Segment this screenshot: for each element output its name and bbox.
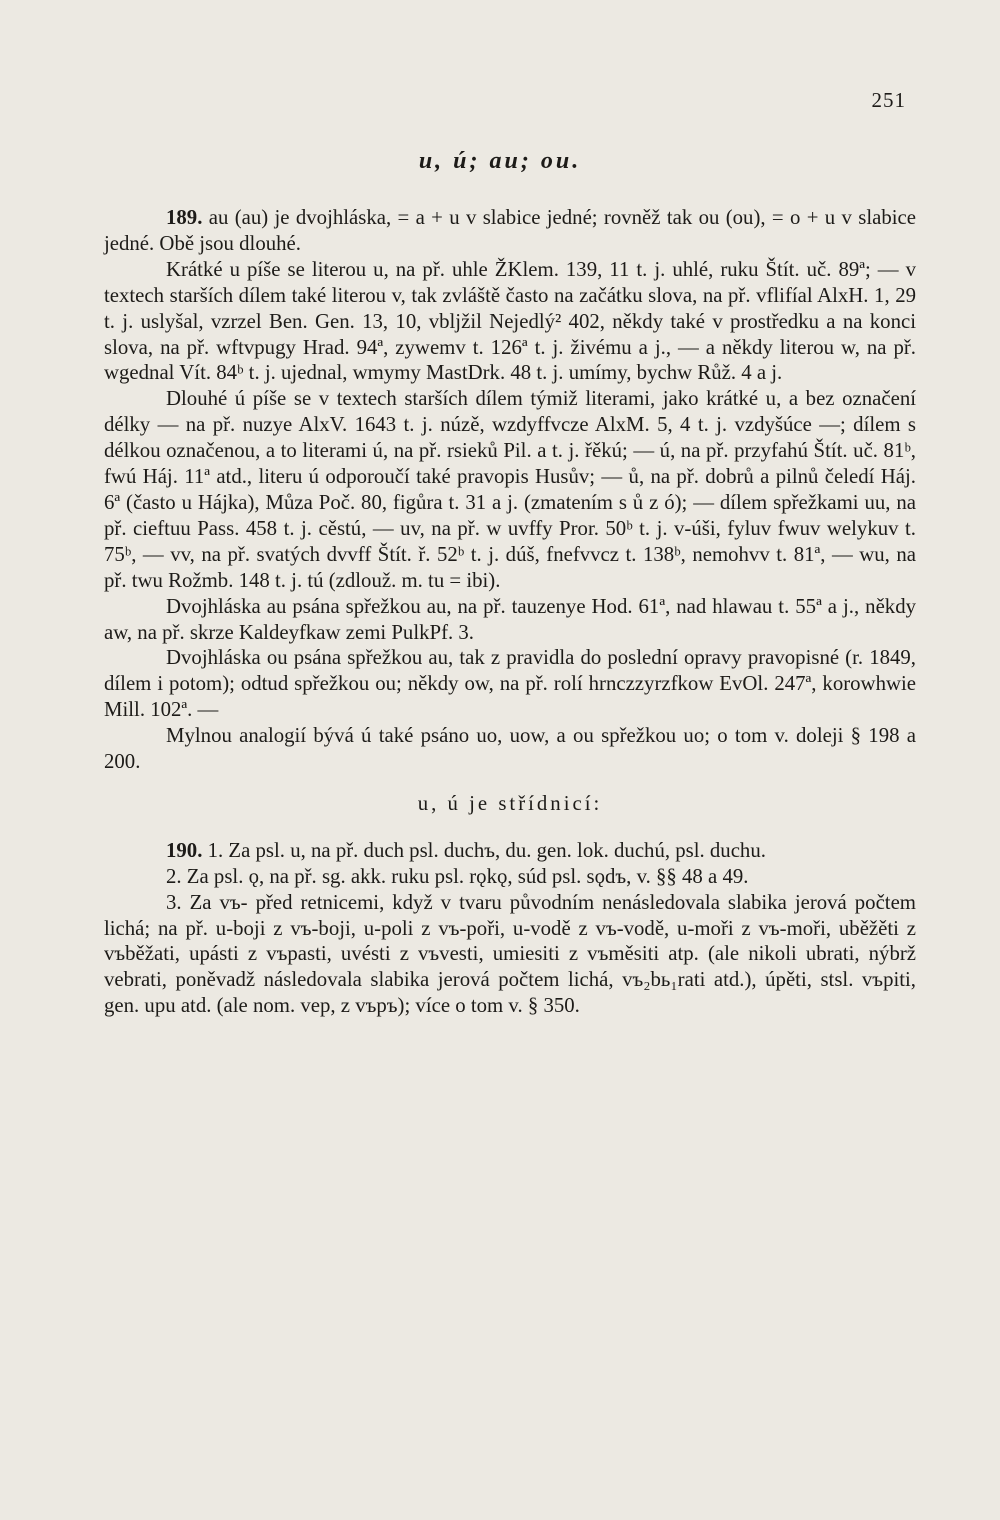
paragraph-190 bbox=[104, 838, 916, 864]
paragraph: Krátké u píše se literou u, na př. uhle ŽKlem. 139, 11 t. j. uhlé, ruku Štít. uč. 89ª; — v textech starších dílem také literou v, tak zvláště často na začátku slova, na př. vflifíal AlxH. 1, 29 t. j. uslyšal, vzrzel Ben. Gen. 13, 10, vbljžil Nejedlý² 402, někdy také v prostředku a na konci slova, na př. wftvpugy Hrad. 94ª, zywemv t. 126ª t. j. živému a j., — a někdy literou w, na př. wgednal Vít. 84ᵇ t. j. ujednal, wmymy MastDrk. 48 t. j. umímy, bychw Růž. 4 a j. bbox=[104, 257, 916, 385]
paragraph-text: 1. Za psl. u, na př. duch psl. duchъ, du. gen. lok. duchú, psl. duchu. bbox=[202, 838, 766, 862]
paragraph-number: 189. bbox=[166, 206, 203, 229]
paragraph: 2. Za psl. ǫ, na př. sg. akk. ruku psl. rǫkǫ, súd psl. sǫdъ, v. §§ 48 a 49. bbox=[166, 864, 749, 888]
paragraph-text: au (au) je dvojhláska, = a + u v slabice jedné; rovněž tak ou (ou), = o + u v slabice jedné. Obě jsou dlouhé. bbox=[104, 206, 916, 255]
page-number: 251 bbox=[871, 88, 906, 112]
paragraph: Mylnou analogií bývá ú také psáno uo, uow, a ou spřežkou uo; o tom v. doleji § 198 a 200. bbox=[104, 724, 916, 774]
paragraph-number: 190. bbox=[166, 838, 203, 862]
paragraph-189 bbox=[104, 205, 916, 257]
subheading: u, ú je střídnicí: bbox=[417, 791, 603, 815]
paragraph: Dvojhláska ou psána spřežkou au, tak z pravidla do poslední opravy pravopisné (r. 1849, dílem i potom); odtud spřežkou ou; někdy ow, na př. rolí hrnczzyrzfkow EvOl. 247ª, korowhwie Mill. 102ª. — bbox=[104, 646, 916, 722]
paragraph: 3. Za vъ- před retnicemi, když v tvaru původním nenásledovala slabika jerová počtem lichá; na př. u-boji z vъ-boji, u-poli z vъ-poři, u-vodě z vъ-vodě, u-moři z vъ-moři, uběžěti z vъběžati, upásti z vъpasti, uvésti z vъvesti, umiesiti z vъměsiti atp. (ale nikoli ubrati, nýbrž vebrati, poněvadž následovala slabika jerová počtem lichá, vъ₂bь₁rati atd.), úpěti, stsl. vъpiti, gen. upu atd. (ale nom. vep, z vъpъ); více o tom v. § 350. bbox=[104, 890, 916, 1018]
body-text bbox=[104, 205, 916, 1019]
section-heading: u, ú; au; ou. bbox=[418, 148, 582, 174]
paragraph: Dlouhé ú píše se v textech starších dílem týmiž literami, jako krátké u, a bez označení délky — na př. nuzye AlxV. 1643 t. j. núzě, wzdyffvcze AlxM. 5, 4 t. j. vzdyšúce —; dílem s délkou označenou, a to literami ú, na př. rsieků Pil. a t. j. řěkú; — ú, na př. przyfahú Štít. uč. 81ᵇ, fwú Háj. 11ª atd., literu ú odporoučí také pravopis Husův; — ů, na př. dobrů a pilnů čeledí Háj. 6ª (často u Hájka), Můza Poč. 80, figůra t. 31 a j. (zmatením s ů z ó); — dílem spřežkami uu, na př. cieftuu Pass. 458 t. j. cěstú, — uv, na př. w uvffy Pror. 50ᵇ t. j. v-úši, fyluv fwuv welykuv t. 75ᵇ, — vv, na př. svatých dvvff Štít. ř. 52ᵇ t. j. dúš, fnefvvcz t. 138ᵇ, nemohvv t. 81ª, — wu, na př. twu Rožmb. 148 t. j. tú (zdlouž. m. tu = ibi). bbox=[104, 387, 916, 592]
paragraph: Dvojhláska au psána spřežkou au, na př. tauzenye Hod. 61ª, nad hlawau t. 55ª a j., někdy aw, na př. skrze Kaldeyfkaw zemi PulkPf. 3. bbox=[104, 594, 916, 644]
